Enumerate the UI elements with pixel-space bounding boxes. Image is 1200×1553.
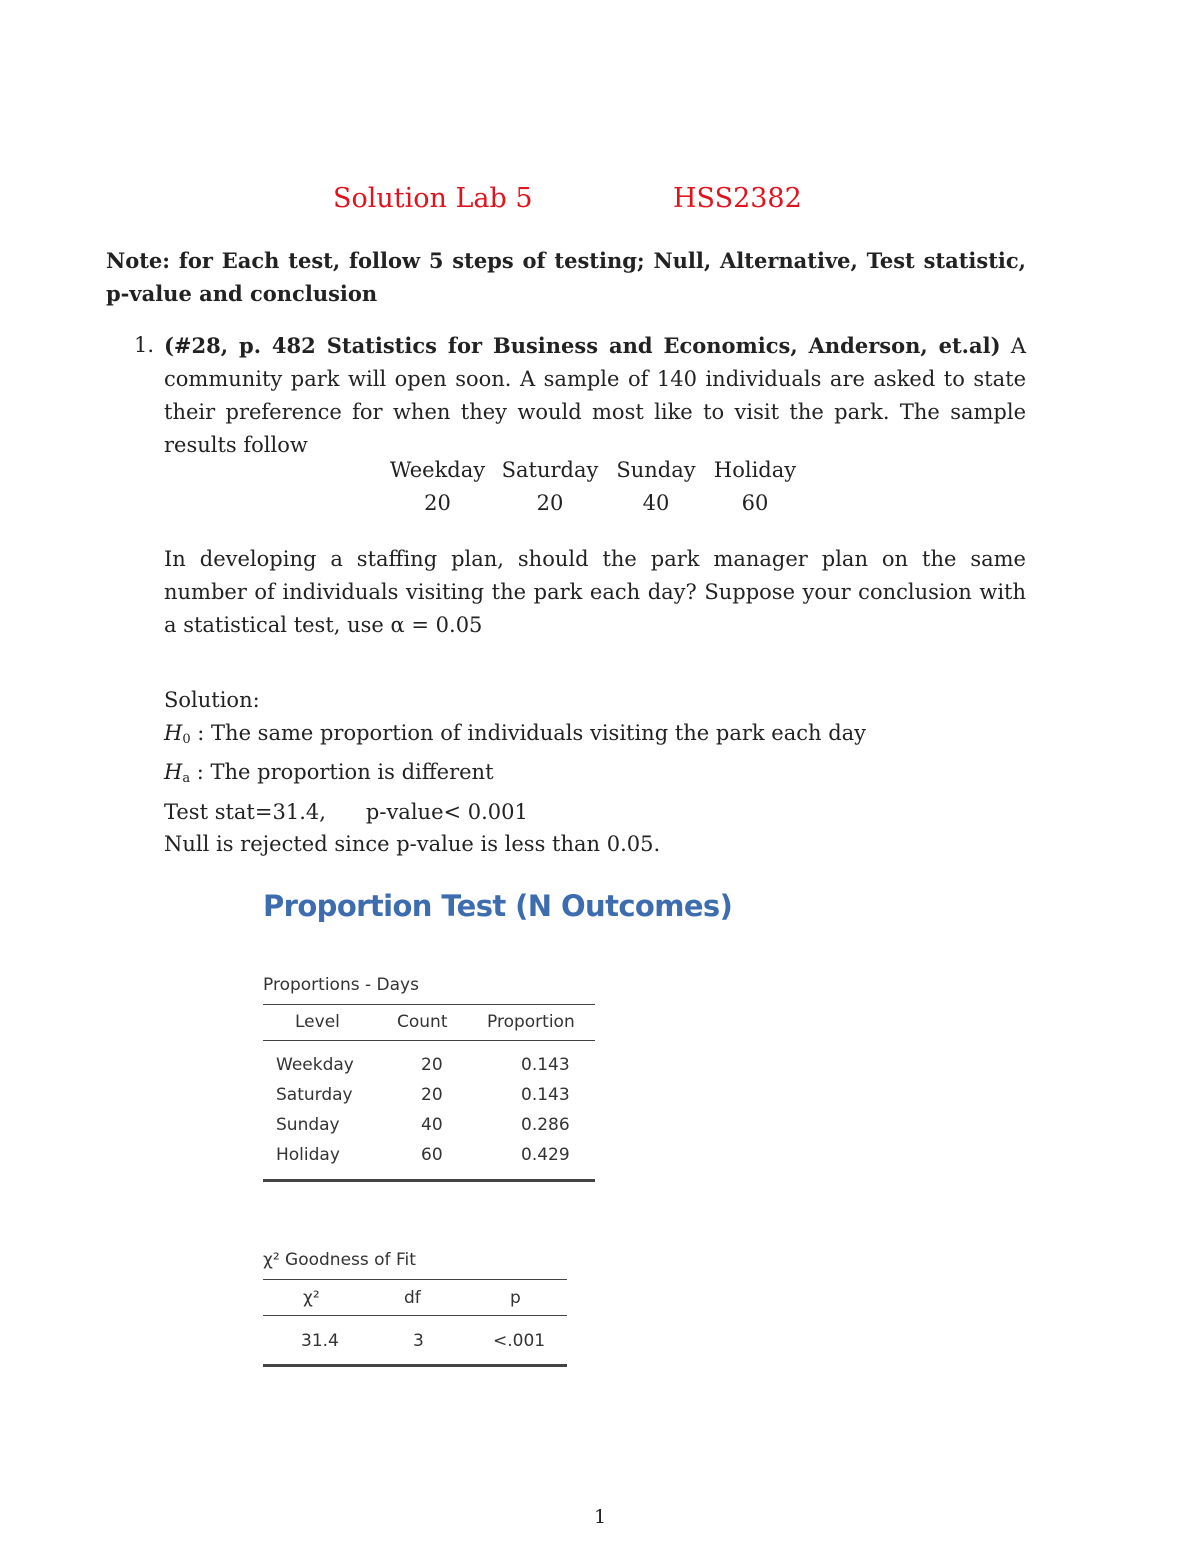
question-number: 1. — [134, 333, 155, 357]
p-value: p-value< 0.001 — [365, 799, 528, 824]
header-df: df — [404, 1288, 421, 1308]
header-rule — [263, 1315, 567, 1316]
question-intro: A community park will open soon. A sample of 140 individuals are asked to state their preference for when they would most like to visit the park. The sample results follow — [164, 334, 1026, 457]
h0-symbol: H — [164, 720, 183, 745]
row-proportion: 0.143 — [521, 1085, 570, 1105]
proportions-table — [263, 975, 595, 1185]
h0-subscript: 0 — [182, 731, 191, 747]
header-proportion: Proportion — [487, 1012, 575, 1032]
solution-heading: Solution: — [164, 688, 260, 712]
course-code: HSS2382 — [673, 183, 802, 214]
top-rule — [263, 1004, 595, 1005]
table-caption: Proportions - Days — [263, 975, 419, 995]
day-label: Holiday — [713, 458, 797, 482]
header-count: Count — [397, 1012, 448, 1032]
question-paragraph: In developing a staffing plan, should the park manager plan on the same number of individuals visiting the park each day? Suppose your conclusion with a statistical test, use α = 0.05 — [164, 547, 1026, 637]
header-chi-square: χ² — [303, 1288, 320, 1308]
question-text — [164, 329, 1026, 462]
day-count: 20 — [536, 491, 564, 515]
table-caption: χ² Goodness of Fit — [263, 1250, 416, 1270]
day-count: 40 — [642, 491, 670, 515]
solution-block — [164, 684, 1026, 861]
ha-symbol: H — [164, 760, 183, 784]
row-df: 3 — [413, 1331, 424, 1351]
day-column-saturday — [496, 454, 604, 520]
null-hypothesis — [164, 717, 1026, 757]
row-level: Sunday — [276, 1115, 340, 1135]
ha-text: : The proportion is different — [190, 760, 494, 784]
day-column-holiday — [710, 454, 800, 520]
bottom-rule — [263, 1179, 595, 1182]
question-reference: (#28, p. 482 Statistics for Business and Economics, Anderson, et.al) — [164, 333, 1001, 358]
test-stat: Test stat=31.4, — [164, 799, 326, 824]
row-proportion: 0.429 — [521, 1145, 570, 1165]
row-level: Holiday — [276, 1145, 340, 1165]
day-column-sunday — [612, 454, 700, 520]
row-p: <.001 — [493, 1331, 546, 1351]
bottom-rule — [263, 1364, 567, 1367]
goodness-of-fit-table — [263, 1250, 567, 1370]
document-title — [0, 183, 1200, 219]
day-label: Sunday — [616, 458, 696, 482]
row-level: Saturday — [276, 1085, 353, 1105]
row-count: 20 — [421, 1055, 443, 1075]
header-p: p — [510, 1288, 521, 1308]
row-proportion: 0.143 — [521, 1055, 570, 1075]
row-chi-square: 31.4 — [301, 1331, 339, 1351]
header-rule — [263, 1040, 595, 1041]
row-count: 20 — [421, 1085, 443, 1105]
row-count: 40 — [421, 1115, 443, 1135]
jamovi-output-title: Proportion Test (N Outcomes) — [263, 889, 733, 923]
h0-text: : The same proportion of individuals visiting the park each day — [190, 720, 867, 745]
day-count: 60 — [741, 491, 769, 515]
row-level: Weekday — [276, 1055, 354, 1075]
page-number: 1 — [593, 1506, 607, 1528]
alternative-hypothesis — [164, 756, 1026, 796]
instructions-note: Note: for Each test, follow 5 steps of testing; Null, Alternative, Test statistic, p-value and conclusion — [106, 248, 1026, 306]
test-statistic-line — [164, 796, 1026, 829]
row-count: 60 — [421, 1145, 443, 1165]
day-count: 20 — [424, 491, 451, 515]
lab-title: Solution Lab 5 — [333, 183, 533, 214]
top-rule — [263, 1279, 567, 1280]
day-label: Weekday — [389, 458, 486, 482]
row-proportion: 0.286 — [521, 1115, 570, 1135]
ha-subscript: a — [182, 771, 191, 786]
header-level: Level — [295, 1012, 340, 1032]
day-label: Saturday — [501, 458, 599, 482]
day-column-weekday — [380, 454, 495, 520]
conclusion: Null is rejected since p-value is less than 0.05. — [164, 832, 661, 856]
